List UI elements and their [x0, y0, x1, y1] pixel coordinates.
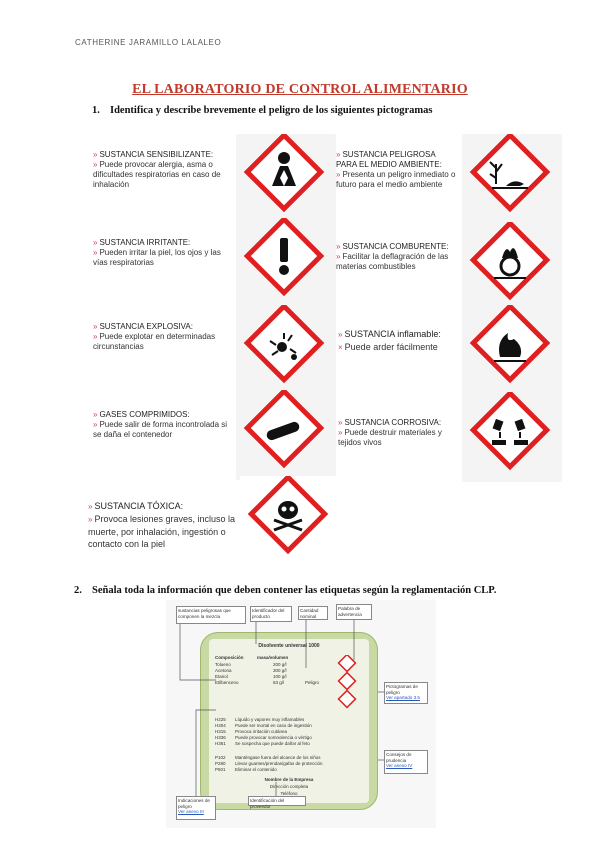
- question-2-text: Señala toda la información que deben contener las etiquetas según la reglamentación CLP.: [92, 585, 497, 596]
- skull-icon: [240, 476, 340, 566]
- label-inner: Disolvente universal 1000 Composición masa/volumen Tolueno 200 g/l Acetona 300 g/l Etanol 100 g/l Etilbenceno 63 g/l Peligro H225 Líquido y vapores muy inflamables H304 Puede ser mortal en caso de ingestión H315 Provoca irritación cutánea H336 Puede provocar somnolencia o vértigo H361 Se sospecha que puede dañar al feto P102 Manténgase fuera del alcance de los niños P280 Llevar guantes/prendas/gafas de protección P501 Eliminar el contenido Nombre de la Empresa Dirección completa Teléfono: [209, 639, 369, 803]
- consejos-link[interactable]: Ver anexo IV: [386, 763, 413, 769]
- clp-label-figure: [166, 600, 436, 828]
- explosive-icon: [236, 305, 336, 395]
- supplier-name: Nombre de la Empresa: [264, 777, 314, 782]
- question-1-text: Identifica y describe brevemente el peligro de los siguientes pictogramas: [110, 105, 433, 116]
- signal-word: Peligro: [305, 680, 320, 685]
- pictogram-description-1: » SUSTANCIA SENSIBILIZANTE: » Puede provocar alergia, asma o dificultades respiratorias en caso de inhalación: [93, 150, 221, 189]
- callout-consejos: Consejos de prudencia Ver anexo IV: [384, 750, 428, 774]
- environment-icon: [462, 134, 562, 224]
- pictogram-description-2: » SUSTANCIA PELIGROSA PARA EL MEDIO AMBIENTE: » Presenta un peligro inmediato o futuro para el medio ambiente: [336, 150, 456, 189]
- callout-identificacion: Identificación del proveedor: [248, 796, 306, 806]
- product-name: Disolvente universal 1000: [258, 643, 320, 649]
- callout-cantidad: Cantidad nominal: [298, 606, 328, 620]
- supplier-address: Dirección completa: [269, 784, 309, 789]
- pictogram-description-9: » SUSTANCIA TÓXICA: » Provoca lesiones graves, incluso la muerte, por inhalación, ingestión o contacto con la piel: [88, 501, 236, 549]
- question-2: [74, 585, 496, 596]
- gas-cylinder-icon: [236, 390, 336, 480]
- question-1-number: 1.: [92, 105, 100, 116]
- pictogram-description-3: » SUSTANCIA IRRITANTE: » Pueden irritar la piel, los ojos y las vías respiratorias: [93, 238, 221, 267]
- flame-icon: [462, 305, 562, 395]
- corrosive-icon: [462, 392, 562, 482]
- pictogram-description-5: » SUSTANCIA EXPLOSIVA: » Puede explotar en determinadas circunstancias: [93, 322, 216, 351]
- author-name: CATHERINE JARAMILLO LALALEO: [75, 38, 222, 47]
- callout-sustancias: sustancias peligrosas que componen la mezcla: [176, 606, 246, 624]
- callout-pictogramas: Pictogramas de peligro Ver apartado 3.5: [384, 682, 428, 704]
- indicaciones-link[interactable]: Ver anexo III: [178, 809, 204, 815]
- pictogramas-link[interactable]: Ver apartado 3.5: [386, 695, 420, 701]
- pictogram-description-6: » SUSTANCIA inflamable: × Puede arder fácilmente: [338, 329, 441, 352]
- health-hazard-icon: [236, 134, 336, 224]
- callout-palabra: Palabra de advertencia: [336, 604, 372, 620]
- question-1: [92, 105, 432, 116]
- callout-indicaciones: Indicaciones de peligro Ver anexo III: [176, 796, 216, 820]
- document-title: EL LABORATORIO DE CONTROL ALIMENTARIO: [132, 82, 468, 97]
- supplier-phone: Teléfono: [280, 791, 298, 796]
- question-2-number: 2.: [74, 585, 82, 596]
- callout-lines: [166, 600, 436, 828]
- oxidizer-icon: [462, 222, 562, 312]
- callout-identificador: Identificador del producto: [250, 606, 292, 622]
- pictogram-description-7: » GASES COMPRIMIDOS: » Puede salir de forma incontrolada si se daña el contenedor: [93, 410, 228, 439]
- pictogram-description-4: » SUSTANCIA COMBURENTE: » Facilitar la deflagración de las materias combustibles: [336, 242, 449, 271]
- pictogram-description-8: » SUSTANCIA CORROSIVA: » Puede destruir materiales y tejidos vivos: [338, 418, 442, 447]
- exclamation-icon: [236, 218, 336, 308]
